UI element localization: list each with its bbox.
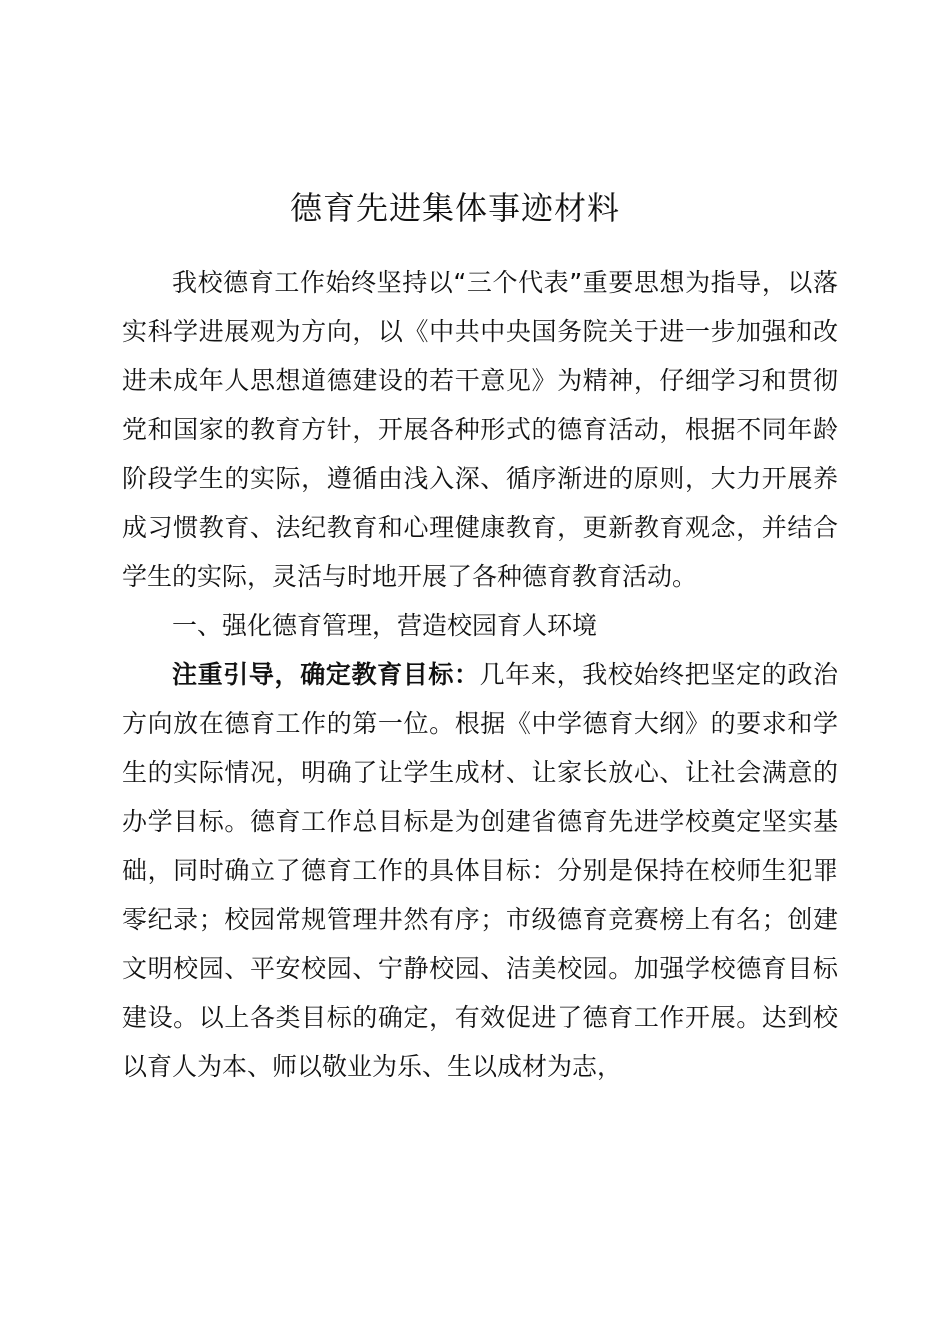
section-paragraph-text: 几年来，我校始终把坚定的政治方向放在德育工作的第一位。根据《中学德育大纲》的要求和学生的实际情况，明确了让学生成材、让家长放心、让社会满意的办学目标。德育工作总目标是为创建省德育先进学校奠定坚实基础，同时确立了德育工作的具体目标：分别是保持在校师生犯罪零纪录；校园常规管理井然有序；市级德育竞赛榜上有名；创建文明校园、平安校园、宁静校园、洁美校园。加强学校德育目标建设。以上各类目标的确定，有效促进了德育工作开展。达到校以育人为本、师以敬业为乐、生以成材为志， — [122, 660, 838, 1081]
section-lead-bold: 注重引导，确定教育目标： — [172, 660, 480, 689]
document-title: 德育先进集体事迹材料 — [289, 189, 620, 227]
intro-paragraph: 我校德育工作始终坚持以“三个代表”重要思想为指导，以落实科学进展观为方向，以《中共中央国务院关于进一步加强和改进未成年人思想道德建设的若干意见》为精神，仔细学习和贯彻党和国家的教育方针，开展各种形式的德育活动，根据不同年龄阶段学生的实际，遵循由浅入深、循序渐进的原则，大力开展养成习惯教育、法纪教育和心理健康教育，更新教育观念，并结合学生的实际，灵活与时地开展了各种德育教育活动。 — [122, 268, 838, 591]
section-heading: 一、强化德育管理，营造校园育人环境 — [172, 611, 598, 640]
section-paragraph — [122, 650, 838, 1091]
document-body — [122, 258, 838, 1091]
